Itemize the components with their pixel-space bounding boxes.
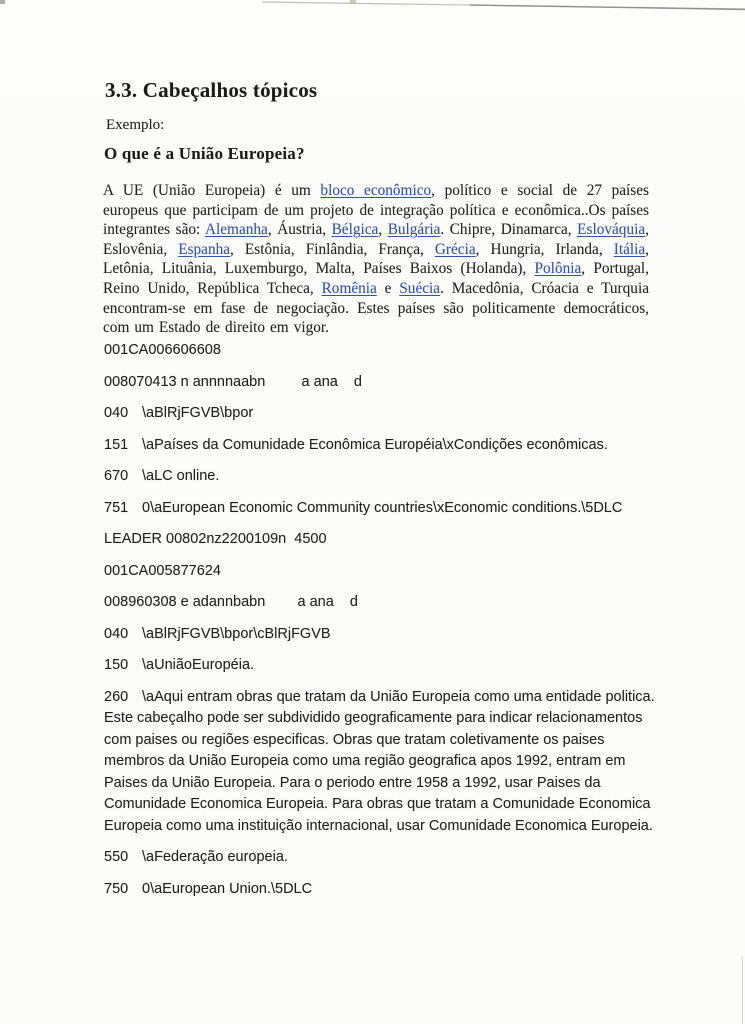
paragraph-text: , Hungria, Irlanda, bbox=[475, 240, 614, 258]
marc-field-value: LEADER 00802nz2200109n 4500 bbox=[104, 531, 327, 547]
marc-records-block bbox=[104, 340, 666, 910]
marc-field-tag: 751 bbox=[104, 499, 129, 516]
marc-line bbox=[104, 529, 666, 551]
question-heading: O que é a União Europeia? bbox=[104, 144, 305, 163]
marc-field-tag: 750 bbox=[104, 880, 129, 897]
country-link[interactable]: Romênia bbox=[321, 279, 377, 297]
marc-field-value: 001CA005877624 bbox=[104, 562, 221, 579]
marc-line bbox=[104, 687, 666, 838]
marc-field-value: 008070413 n annnnaabn a ana d bbox=[104, 373, 362, 390]
marc-field-tag: 040 bbox=[104, 405, 129, 421]
section-heading: 3.3. Cabeçalhos tópicos bbox=[105, 78, 318, 102]
marc-field-tag: 260 bbox=[104, 688, 129, 705]
paragraph-text: , Áustria, bbox=[267, 221, 332, 239]
marc-line bbox=[104, 372, 666, 394]
scan-artifact-right-edge bbox=[742, 956, 744, 1024]
marc-line bbox=[104, 498, 666, 520]
marc-field-value: \aPaíses da Comunidade Econômica Européia\xCondições econômicas. bbox=[142, 436, 608, 453]
country-link[interactable]: Grécia bbox=[434, 240, 476, 258]
country-link[interactable]: Eslováquia bbox=[577, 221, 646, 239]
marc-line bbox=[104, 561, 666, 583]
country-link[interactable]: bloco econômico bbox=[320, 182, 432, 199]
marc-field-tag: 040 bbox=[104, 625, 129, 642]
marc-line bbox=[104, 655, 666, 677]
country-link[interactable]: Suécia bbox=[399, 279, 441, 297]
marc-field-tag: 550 bbox=[104, 849, 129, 865]
country-link[interactable]: Itália bbox=[613, 240, 646, 258]
paragraph-text: e bbox=[376, 279, 400, 297]
marc-field-value: \aAqui entram obras que tratam da União Europeia como uma entidade politica. Este cabeçalho pode ser subdividido geograficamente para indicar relacionamentos com paises ou regiões especificas. Obras que tratam coletivamente os paises membros da União Europeia como uma região geografica apos 1992, entram em Paises da União Europeia. Para o periodo entre 1958 a 1992, usar Paises da Comunidade Economica Europeia. Para obras que tratam a Comunidade Economica Europeia como uma instituição internacional, usar Comunidade Economica Europeia. bbox=[104, 688, 659, 834]
marc-line bbox=[104, 403, 666, 425]
marc-field-value: \aBlRjFGVB\bpor bbox=[142, 405, 254, 421]
marc-line bbox=[104, 340, 666, 362]
country-link[interactable]: Polônia bbox=[534, 260, 582, 278]
marc-field-value: \aFederação europeia. bbox=[142, 849, 288, 865]
scan-artifact-corner bbox=[0, 0, 5, 4]
marc-field-value: 008960308 e adannbabn a ana d bbox=[104, 594, 358, 610]
paragraph-text: A UE (União Europeia) é um bbox=[103, 182, 321, 199]
paragraph-text: , Letônia, Lituânia, Luxemburgo, Malta, Países Baixos (Holanda), bbox=[103, 240, 649, 278]
example-label: Exemplo: bbox=[106, 117, 165, 133]
marc-field-tag: 150 bbox=[104, 657, 129, 673]
paragraph-text: . Macedônia, Cróacia e Turquia encontram-se em fase de negociação. Estes países são politicamente democráticos, com um Estado de direito em vigor. bbox=[103, 279, 649, 337]
marc-field-value: \aLC online. bbox=[142, 468, 220, 484]
paragraph-text: , Estônia, Finlândia, França, bbox=[230, 240, 435, 258]
country-link[interactable]: Bélgica bbox=[331, 221, 379, 239]
marc-line bbox=[104, 624, 666, 646]
paragraph-text: . Chipre, Dinamarca, bbox=[440, 221, 578, 239]
scan-artifact-top-line bbox=[0, 0, 745, 14]
country-link[interactable]: Bulgária bbox=[387, 221, 441, 239]
paragraph-text: , político e social de 27 países europeus que participam de um projeto de integração política e econômica..Os países integrantes são: bbox=[103, 182, 649, 239]
marc-field-tag: 151 bbox=[104, 436, 129, 453]
paragraph-text: , Eslovênia, bbox=[103, 221, 649, 258]
marc-field-value: 001CA006606608 bbox=[104, 342, 221, 358]
marc-field-value: 0\aEuropean Union.\5DLC bbox=[142, 880, 313, 897]
marc-line bbox=[104, 466, 666, 488]
marc-field-value: 0\aEuropean Economic Community countries\xEconomic conditions.\5DLC bbox=[142, 499, 623, 516]
marc-line bbox=[104, 435, 666, 457]
intro-paragraph bbox=[103, 181, 649, 338]
paragraph-text: , bbox=[378, 221, 388, 239]
marc-line bbox=[104, 592, 666, 614]
marc-field-value: \aBlRjFGVB\bpor\cBlRjFGVB bbox=[142, 625, 331, 642]
marc-field-tag: 670 bbox=[104, 468, 129, 484]
country-link[interactable]: Espanha bbox=[178, 240, 231, 258]
marc-line bbox=[104, 847, 666, 869]
paragraph-text: , Portugal, Reino Unido, República Tcheca, bbox=[103, 260, 649, 297]
marc-field-value: \aUniãoEuropéia. bbox=[142, 657, 255, 673]
country-link[interactable]: Alemanha bbox=[204, 221, 268, 239]
marc-line bbox=[104, 879, 666, 901]
